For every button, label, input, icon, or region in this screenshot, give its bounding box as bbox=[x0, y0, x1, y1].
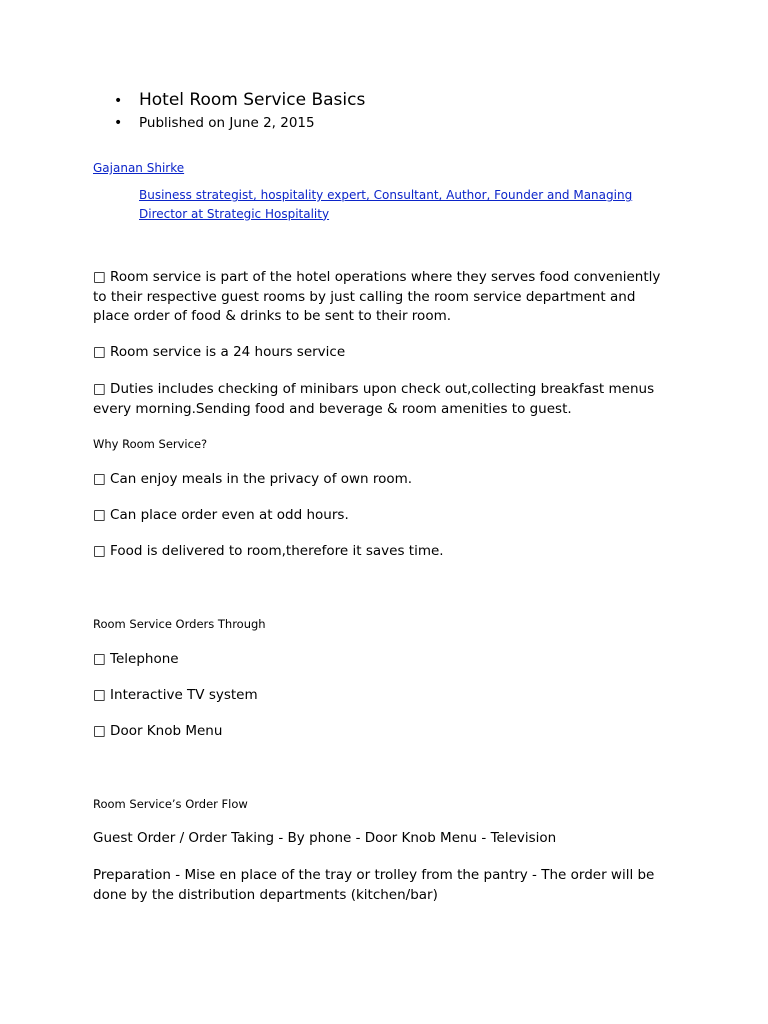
orders-through-heading: Room Service Orders Through bbox=[93, 617, 266, 631]
order-flow-item-1: Guest Order / Order Taking - By phone - Door Knob Menu - Television bbox=[93, 830, 557, 846]
intro-paragraph-2: □ Room service is a 24 hours service bbox=[93, 344, 346, 360]
orders-through-item-2: □ Interactive TV system bbox=[93, 687, 258, 703]
why-room-service-heading: Why Room Service? bbox=[93, 437, 208, 451]
intro-paragraph-1: □ Room service is part of the hotel operations where they serves food conveniently to their respective guest rooms by just calling the room service department and place order of food & drinks to be sent to their room. bbox=[93, 269, 661, 324]
why-item-2: □ Can place order even at odd hours. bbox=[93, 507, 349, 523]
why-item-1: □ Can enjoy meals in the privacy of own room. bbox=[93, 471, 413, 487]
order-flow-item-2: Preparation - Mise en place of the tray or trolley from the pantry - The order will be done by the distribution departments (kitchen/bar) bbox=[93, 867, 655, 903]
intro-paragraph-3: □ Duties includes checking of minibars upon check out,collecting breakfast menus every morning.Sending food and beverage & room amenities to guest. bbox=[93, 381, 655, 417]
why-item-3: □ Food is delivered to room,therefore it saves time. bbox=[93, 543, 444, 559]
article-title: • Hotel Room Service Basics bbox=[114, 88, 365, 112]
order-flow-heading: Room Service’s Order Flow bbox=[93, 797, 248, 811]
header-bullet-list bbox=[114, 88, 365, 134]
author-description-link[interactable]: Business strategist, hospitality expert, Consultant, Author, Founder and Managing Director at Strategic Hospitality bbox=[139, 188, 633, 221]
orders-through-item-1: □ Telephone bbox=[93, 651, 179, 667]
orders-through-item-3: □ Door Knob Menu bbox=[93, 723, 223, 739]
published-date: • Published on June 2, 2015 bbox=[114, 112, 365, 134]
author-name-link[interactable]: Gajanan Shirke bbox=[93, 161, 185, 175]
